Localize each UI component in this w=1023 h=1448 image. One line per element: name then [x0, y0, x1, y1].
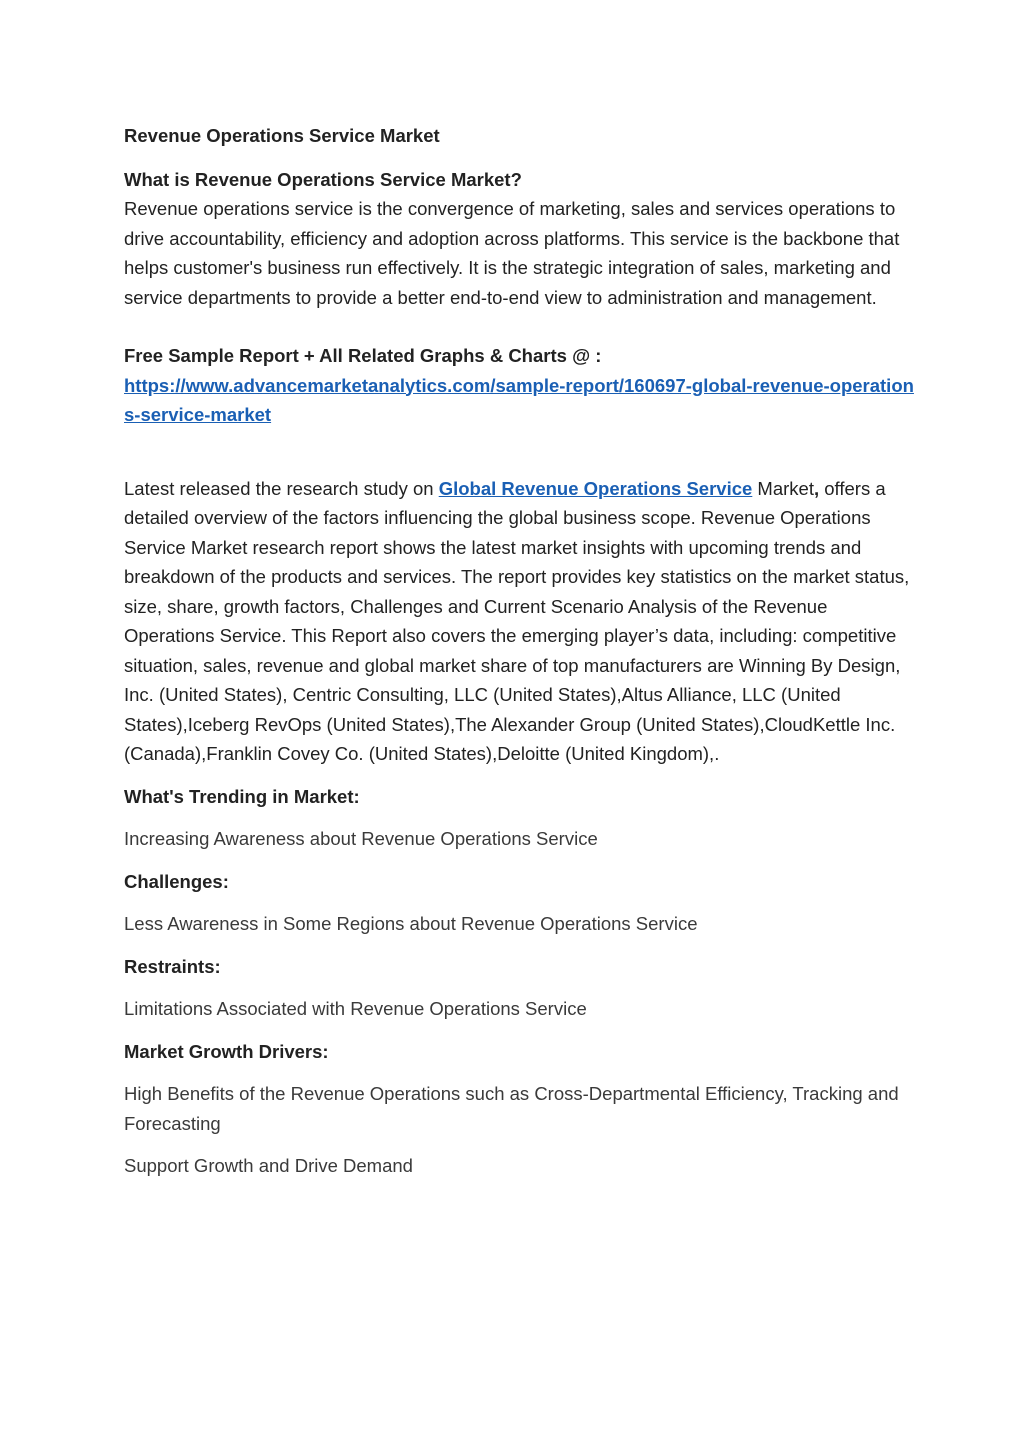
what-is-heading: What is Revenue Operations Service Market?	[124, 168, 522, 190]
trending-text: Increasing Awareness about Revenue Operations Service	[124, 828, 598, 849]
latest-study-paragraph	[124, 474, 914, 769]
growth-drivers-text-1: High Benefits of the Revenue Operations such as Cross-Departmental Efficiency, Tracking and Forecasting	[124, 1083, 899, 1134]
latest-study-market-word: Market	[752, 477, 814, 499]
latest-study-body: offers a detailed overview of the factors influencing the global business scope. Revenue Operations Service Market research report shows the latest market insights with upcoming trends and breakdown of the products and services. The report provides key statistics on the market status, size, share, growth factors, Challenges and Current Scenario Analysis of the Revenue Operations Service. This Report also covers the emerging player’s data, including: competitive situation, sales, revenue and global market share of top manufacturers are Winning By Design, Inc. (United States), Centric Consulting, LLC (United States),Altus Alliance, LLC (United States),Iceberg RevOps (United States),The Alexander Group (United States),CloudKettle Inc. (Canada),Franklin Covey Co. (United States),Deloitte (United Kingdom),.	[124, 477, 910, 764]
growth-drivers-label: Market Growth Drivers:	[124, 1040, 329, 1062]
sample-report-heading: Free Sample Report + All Related Graphs & Charts @ :	[124, 345, 602, 366]
global-revenue-operations-link[interactable]: Global Revenue Operations Service	[438, 477, 753, 499]
challenges-label: Challenges:	[124, 870, 229, 892]
trending-label: What's Trending in Market:	[124, 785, 360, 807]
restraints-label: Restraints:	[124, 955, 221, 977]
restraints-text: Limitations Associated with Revenue Operations Service	[124, 998, 587, 1019]
what-is-paragraph: Revenue operations service is the convergence of marketing, sales and services operations to drive accountability, efficiency and adoption across platforms. This service is the backbone that helps customer's business run effectively. It is the strategic integration of sales, marketing and service departments to provide a better end-to-end view to administration and management.	[124, 198, 900, 308]
sample-report-link[interactable]: https://www.advancemarketanalytics.com/sample-report/160697-global-revenue-operations-service-market	[124, 374, 914, 425]
sample-report-block	[124, 341, 914, 430]
growth-drivers-text-2: Support Growth and Drive Demand	[124, 1155, 413, 1176]
sample-report-paragraph	[124, 371, 914, 430]
document-title: Revenue Operations Service Market	[124, 125, 440, 146]
latest-study-comma: ,	[813, 477, 820, 499]
latest-study-prefix: Latest released the research study on	[124, 477, 439, 499]
challenges-text: Less Awareness in Some Regions about Revenue Operations Service	[124, 913, 698, 934]
document-page	[124, 121, 914, 1181]
